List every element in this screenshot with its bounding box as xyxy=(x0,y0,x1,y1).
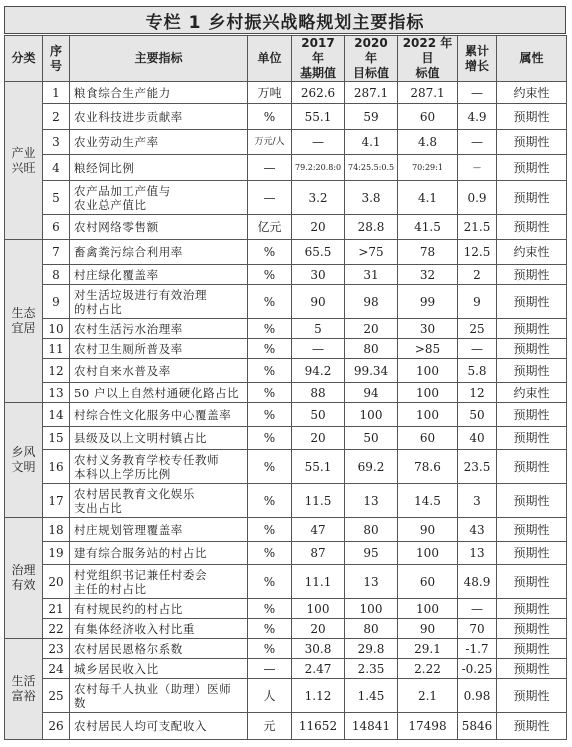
target-2020-cell: 100 xyxy=(345,599,398,619)
indicator-cell: 农村居民人均可支配收入 xyxy=(70,713,248,740)
indicator-cell: 农村生活污水治理率 xyxy=(70,319,248,339)
indicator-cell: 粮食综合生产能力 xyxy=(70,82,248,104)
growth-cell: 0.98 xyxy=(458,679,497,713)
target-2020-cell: 20 xyxy=(345,319,398,339)
table-row xyxy=(5,484,567,518)
base-2017-cell: 90 xyxy=(292,285,345,319)
growth-cell: 5.8 xyxy=(458,359,497,383)
base-2017-cell: — xyxy=(292,339,345,359)
header-category: 分类 xyxy=(5,36,43,82)
target-2022-cell: 30 xyxy=(398,319,458,339)
attribute-cell: 预期性 xyxy=(497,130,567,155)
target-2020-cell: >75 xyxy=(345,240,398,265)
unit-cell: 元 xyxy=(248,713,292,740)
seq-cell: 22 xyxy=(43,619,70,639)
growth-cell: — xyxy=(458,130,497,155)
unit-cell: % xyxy=(248,599,292,619)
attribute-cell: 预期性 xyxy=(497,565,567,599)
attribute-cell: 预期性 xyxy=(497,181,567,215)
unit-cell: % xyxy=(248,518,292,542)
unit-cell: % xyxy=(248,339,292,359)
unit-cell: % xyxy=(248,240,292,265)
target-2020-cell: 50 xyxy=(345,427,398,450)
unit-cell: % xyxy=(248,104,292,130)
seq-cell: 1 xyxy=(43,82,70,104)
seq-cell: 2 xyxy=(43,104,70,130)
growth-cell: 12 xyxy=(458,383,497,403)
seq-cell: 4 xyxy=(43,155,70,181)
target-2022-cell: 29.1 xyxy=(398,639,458,659)
attribute-cell: 预期性 xyxy=(497,427,567,450)
header-seq: 序号 xyxy=(43,36,70,82)
table-row xyxy=(5,104,567,130)
base-2017-cell: 65.5 xyxy=(292,240,345,265)
attribute-cell: 预期性 xyxy=(497,359,567,383)
target-2022-cell: 32 xyxy=(398,265,458,285)
growth-cell: 21.5 xyxy=(458,215,497,240)
base-2017-cell: 100 xyxy=(292,599,345,619)
header-target-2022: 2022 年目 标值 xyxy=(398,36,458,82)
attribute-cell: 预期性 xyxy=(497,542,567,565)
target-2022-cell: 99 xyxy=(398,285,458,319)
base-2017-cell: 88 xyxy=(292,383,345,403)
header-unit: 单位 xyxy=(248,36,292,82)
unit-cell: % xyxy=(248,383,292,403)
target-2022-cell: 2.22 xyxy=(398,659,458,679)
base-2017-cell: 47 xyxy=(292,518,345,542)
target-2022-cell: 100 xyxy=(398,542,458,565)
target-2020-cell: 1.45 xyxy=(345,679,398,713)
unit-cell: % xyxy=(248,565,292,599)
growth-cell: 9 xyxy=(458,285,497,319)
seq-cell: 15 xyxy=(43,427,70,450)
header-growth: 累计 增长 xyxy=(458,36,497,82)
table-row xyxy=(5,565,567,599)
growth-cell: — xyxy=(458,155,497,181)
base-2017-cell: 30 xyxy=(292,265,345,285)
unit-cell: % xyxy=(248,359,292,383)
table-row xyxy=(5,155,567,181)
base-2017-cell: 55.1 xyxy=(292,450,345,484)
table-row xyxy=(5,319,567,339)
attribute-cell: 预期性 xyxy=(497,265,567,285)
indicator-cell: 村党组织书记兼任村委会 主任的村占比 xyxy=(70,565,248,599)
unit-cell: % xyxy=(248,639,292,659)
table-row xyxy=(5,240,567,265)
target-2020-cell: 28.8 xyxy=(345,215,398,240)
seq-cell: 26 xyxy=(43,713,70,740)
attribute-cell: 预期性 xyxy=(497,659,567,679)
table-row xyxy=(5,518,567,542)
growth-cell: -1.7 xyxy=(458,639,497,659)
indicator-cell: 村庄规划管理覆盖率 xyxy=(70,518,248,542)
table-row xyxy=(5,542,567,565)
attribute-cell: 约束性 xyxy=(497,383,567,403)
target-2020-cell: 80 xyxy=(345,518,398,542)
growth-cell: 3 xyxy=(458,484,497,518)
indicator-cell: 建有综合服务站的村占比 xyxy=(70,542,248,565)
attribute-cell: 预期性 xyxy=(497,104,567,130)
unit-cell: 万元/人 xyxy=(248,130,292,155)
base-2017-cell: 2.47 xyxy=(292,659,345,679)
base-2017-cell: 3.2 xyxy=(292,181,345,215)
table-row xyxy=(5,679,567,713)
target-2022-cell: 100 xyxy=(398,383,458,403)
target-2020-cell: 31 xyxy=(345,265,398,285)
indicator-cell: 农村居民教育文化娱乐 支出占比 xyxy=(70,484,248,518)
growth-cell: 4.9 xyxy=(458,104,497,130)
attribute-cell: 预期性 xyxy=(497,619,567,639)
table-row xyxy=(5,265,567,285)
attribute-cell: 预期性 xyxy=(497,518,567,542)
seq-cell: 5 xyxy=(43,181,70,215)
unit-cell: — xyxy=(248,659,292,679)
unit-cell: % xyxy=(248,427,292,450)
seq-cell: 7 xyxy=(43,240,70,265)
growth-cell: 23.5 xyxy=(458,450,497,484)
indicator-cell: 农村自来水普及率 xyxy=(70,359,248,383)
attribute-cell: 预期性 xyxy=(497,679,567,713)
base-2017-cell: 20 xyxy=(292,619,345,639)
indicator-cell: 农产品加工产值与 农业总产值比 xyxy=(70,181,248,215)
indicator-cell: 农村义务教育学校专任教师 本科以上学历比例 xyxy=(70,450,248,484)
table-body xyxy=(5,82,567,740)
category-cell: 治理 有效 xyxy=(5,518,43,639)
indicator-cell: 有村规民约的村占比 xyxy=(70,599,248,619)
growth-cell: 43 xyxy=(458,518,497,542)
target-2020-cell: 94 xyxy=(345,383,398,403)
base-2017-cell: 5 xyxy=(292,319,345,339)
attribute-cell: 预期性 xyxy=(497,450,567,484)
seq-cell: 10 xyxy=(43,319,70,339)
category-cell: 产业 兴旺 xyxy=(5,82,43,240)
seq-cell: 23 xyxy=(43,639,70,659)
attribute-cell: 预期性 xyxy=(497,155,567,181)
seq-cell: 24 xyxy=(43,659,70,679)
growth-cell: 0.9 xyxy=(458,181,497,215)
growth-cell: 2 xyxy=(458,265,497,285)
seq-cell: 25 xyxy=(43,679,70,713)
target-2022-cell: 41.5 xyxy=(398,215,458,240)
attribute-cell: 预期性 xyxy=(497,599,567,619)
base-2017-cell: 94.2 xyxy=(292,359,345,383)
attribute-cell: 预期性 xyxy=(497,285,567,319)
header-attribute: 属性 xyxy=(497,36,567,82)
base-2017-cell: 55.1 xyxy=(292,104,345,130)
table-row xyxy=(5,599,567,619)
indicator-cell: 县级及以上文明村镇占比 xyxy=(70,427,248,450)
attribute-cell: 预期性 xyxy=(497,319,567,339)
target-2022-cell: 100 xyxy=(398,359,458,383)
table-row xyxy=(5,339,567,359)
target-2020-cell: 69.2 xyxy=(345,450,398,484)
table-row xyxy=(5,215,567,240)
table-row xyxy=(5,359,567,383)
attribute-cell: 预期性 xyxy=(497,339,567,359)
header-indicator: 主要指标 xyxy=(70,36,248,82)
target-2022-cell: 287.1 xyxy=(398,82,458,104)
indicator-cell: 农业劳动生产率 xyxy=(70,130,248,155)
base-2017-cell: — xyxy=(292,130,345,155)
header-row xyxy=(5,36,567,82)
target-2020-cell: 14841 xyxy=(345,713,398,740)
target-2020-cell: 80 xyxy=(345,339,398,359)
base-2017-cell: 79.2:20.8:0 xyxy=(292,155,345,181)
unit-cell: % xyxy=(248,542,292,565)
seq-cell: 21 xyxy=(43,599,70,619)
table-row xyxy=(5,285,567,319)
unit-cell: % xyxy=(248,484,292,518)
unit-cell: % xyxy=(248,265,292,285)
target-2020-cell: 74:25.5:0.5 xyxy=(345,155,398,181)
indicator-cell: 对生活垃圾进行有效治理 的村占比 xyxy=(70,285,248,319)
attribute-cell: 预期性 xyxy=(497,639,567,659)
attribute-cell: 预期性 xyxy=(497,713,567,740)
target-2022-cell: 100 xyxy=(398,599,458,619)
unit-cell: 亿元 xyxy=(248,215,292,240)
seq-cell: 3 xyxy=(43,130,70,155)
growth-cell: 12.5 xyxy=(458,240,497,265)
attribute-cell: 约束性 xyxy=(497,240,567,265)
attribute-cell: 约束性 xyxy=(497,82,567,104)
growth-cell: — xyxy=(458,82,497,104)
seq-cell: 8 xyxy=(43,265,70,285)
target-2022-cell: 70:29:1 xyxy=(398,155,458,181)
growth-cell: 50 xyxy=(458,403,497,427)
table-row xyxy=(5,383,567,403)
indicator-cell: 有集体经济收入村比重 xyxy=(70,619,248,639)
indicator-cell: 城乡居民收入比 xyxy=(70,659,248,679)
indicator-cell: 村庄绿化覆盖率 xyxy=(70,265,248,285)
target-2020-cell: 100 xyxy=(345,403,398,427)
target-2020-cell: 29.8 xyxy=(345,639,398,659)
target-2022-cell: 14.5 xyxy=(398,484,458,518)
growth-cell: 70 xyxy=(458,619,497,639)
target-2022-cell: 60 xyxy=(398,565,458,599)
table-row xyxy=(5,450,567,484)
seq-cell: 11 xyxy=(43,339,70,359)
seq-cell: 17 xyxy=(43,484,70,518)
target-2022-cell: >85 xyxy=(398,339,458,359)
seq-cell: 14 xyxy=(43,403,70,427)
unit-cell: 万吨 xyxy=(248,82,292,104)
attribute-cell: 预期性 xyxy=(497,484,567,518)
header-base-2017: 2017 年 基期值 xyxy=(292,36,345,82)
table-row xyxy=(5,713,567,740)
table-row xyxy=(5,639,567,659)
unit-cell: % xyxy=(248,319,292,339)
target-2022-cell: 60 xyxy=(398,427,458,450)
target-2022-cell: 60 xyxy=(398,104,458,130)
indicator-cell: 农村居民恩格尔系数 xyxy=(70,639,248,659)
table-row xyxy=(5,403,567,427)
target-2020-cell: 95 xyxy=(345,542,398,565)
table-title: 专栏 1 乡村振兴战略规划主要指标 xyxy=(4,6,566,34)
target-2022-cell: 17498 xyxy=(398,713,458,740)
growth-cell: 5846 xyxy=(458,713,497,740)
target-2020-cell: 59 xyxy=(345,104,398,130)
attribute-cell: 预期性 xyxy=(497,403,567,427)
base-2017-cell: 20 xyxy=(292,215,345,240)
seq-cell: 19 xyxy=(43,542,70,565)
target-2022-cell: 78 xyxy=(398,240,458,265)
unit-cell: — xyxy=(248,181,292,215)
base-2017-cell: 20 xyxy=(292,427,345,450)
target-2020-cell: 287.1 xyxy=(345,82,398,104)
seq-cell: 12 xyxy=(43,359,70,383)
unit-cell: — xyxy=(248,155,292,181)
growth-cell: -0.25 xyxy=(458,659,497,679)
attribute-cell: 预期性 xyxy=(497,215,567,240)
table-row xyxy=(5,619,567,639)
seq-cell: 13 xyxy=(43,383,70,403)
category-cell: 生态 宜居 xyxy=(5,240,43,403)
category-cell: 乡风 文明 xyxy=(5,403,43,518)
growth-cell: — xyxy=(458,339,497,359)
target-2022-cell: 90 xyxy=(398,518,458,542)
table-row xyxy=(5,181,567,215)
base-2017-cell: 11652 xyxy=(292,713,345,740)
target-2020-cell: 13 xyxy=(345,565,398,599)
table-row xyxy=(5,659,567,679)
target-2020-cell: 98 xyxy=(345,285,398,319)
target-2020-cell: 13 xyxy=(345,484,398,518)
growth-cell: 13 xyxy=(458,542,497,565)
target-2022-cell: 4.1 xyxy=(398,181,458,215)
target-2020-cell: 2.35 xyxy=(345,659,398,679)
indicator-cell: 50 户以上自然村通硬化路占比 xyxy=(70,383,248,403)
target-2022-cell: 2.1 xyxy=(398,679,458,713)
base-2017-cell: 11.5 xyxy=(292,484,345,518)
base-2017-cell: 50 xyxy=(292,403,345,427)
table-row xyxy=(5,130,567,155)
target-2020-cell: 99.34 xyxy=(345,359,398,383)
base-2017-cell: 262.6 xyxy=(292,82,345,104)
seq-cell: 6 xyxy=(43,215,70,240)
growth-cell: 40 xyxy=(458,427,497,450)
indicator-cell: 畜禽粪污综合利用率 xyxy=(70,240,248,265)
target-2022-cell: 4.8 xyxy=(398,130,458,155)
indicator-cell: 农村每千人执业（助理）医师 数 xyxy=(70,679,248,713)
target-2020-cell: 3.8 xyxy=(345,181,398,215)
seq-cell: 9 xyxy=(43,285,70,319)
target-2022-cell: 90 xyxy=(398,619,458,639)
target-2022-cell: 100 xyxy=(398,403,458,427)
category-cell: 生活 富裕 xyxy=(5,639,43,740)
base-2017-cell: 11.1 xyxy=(292,565,345,599)
seq-cell: 20 xyxy=(43,565,70,599)
table-row xyxy=(5,427,567,450)
base-2017-cell: 87 xyxy=(292,542,345,565)
table-row xyxy=(5,82,567,104)
unit-cell: % xyxy=(248,450,292,484)
base-2017-cell: 30.8 xyxy=(292,639,345,659)
growth-cell: — xyxy=(458,599,497,619)
base-2017-cell: 1.12 xyxy=(292,679,345,713)
target-2020-cell: 4.1 xyxy=(345,130,398,155)
target-2022-cell: 78.6 xyxy=(398,450,458,484)
growth-cell: 48.9 xyxy=(458,565,497,599)
seq-cell: 18 xyxy=(43,518,70,542)
seq-cell: 16 xyxy=(43,450,70,484)
unit-cell: % xyxy=(248,285,292,319)
indicator-table xyxy=(4,35,567,740)
unit-cell: % xyxy=(248,403,292,427)
unit-cell: % xyxy=(248,619,292,639)
target-2020-cell: 80 xyxy=(345,619,398,639)
indicator-cell: 农业科技进步贡献率 xyxy=(70,104,248,130)
unit-cell: 人 xyxy=(248,679,292,713)
indicator-cell: 农村卫生厕所普及率 xyxy=(70,339,248,359)
indicator-cell: 农村网络零售额 xyxy=(70,215,248,240)
growth-cell: 25 xyxy=(458,319,497,339)
header-target-2020: 2020 年 目标值 xyxy=(345,36,398,82)
indicator-cell: 粮经饲比例 xyxy=(70,155,248,181)
indicator-cell: 村综合性文化服务中心覆盖率 xyxy=(70,403,248,427)
